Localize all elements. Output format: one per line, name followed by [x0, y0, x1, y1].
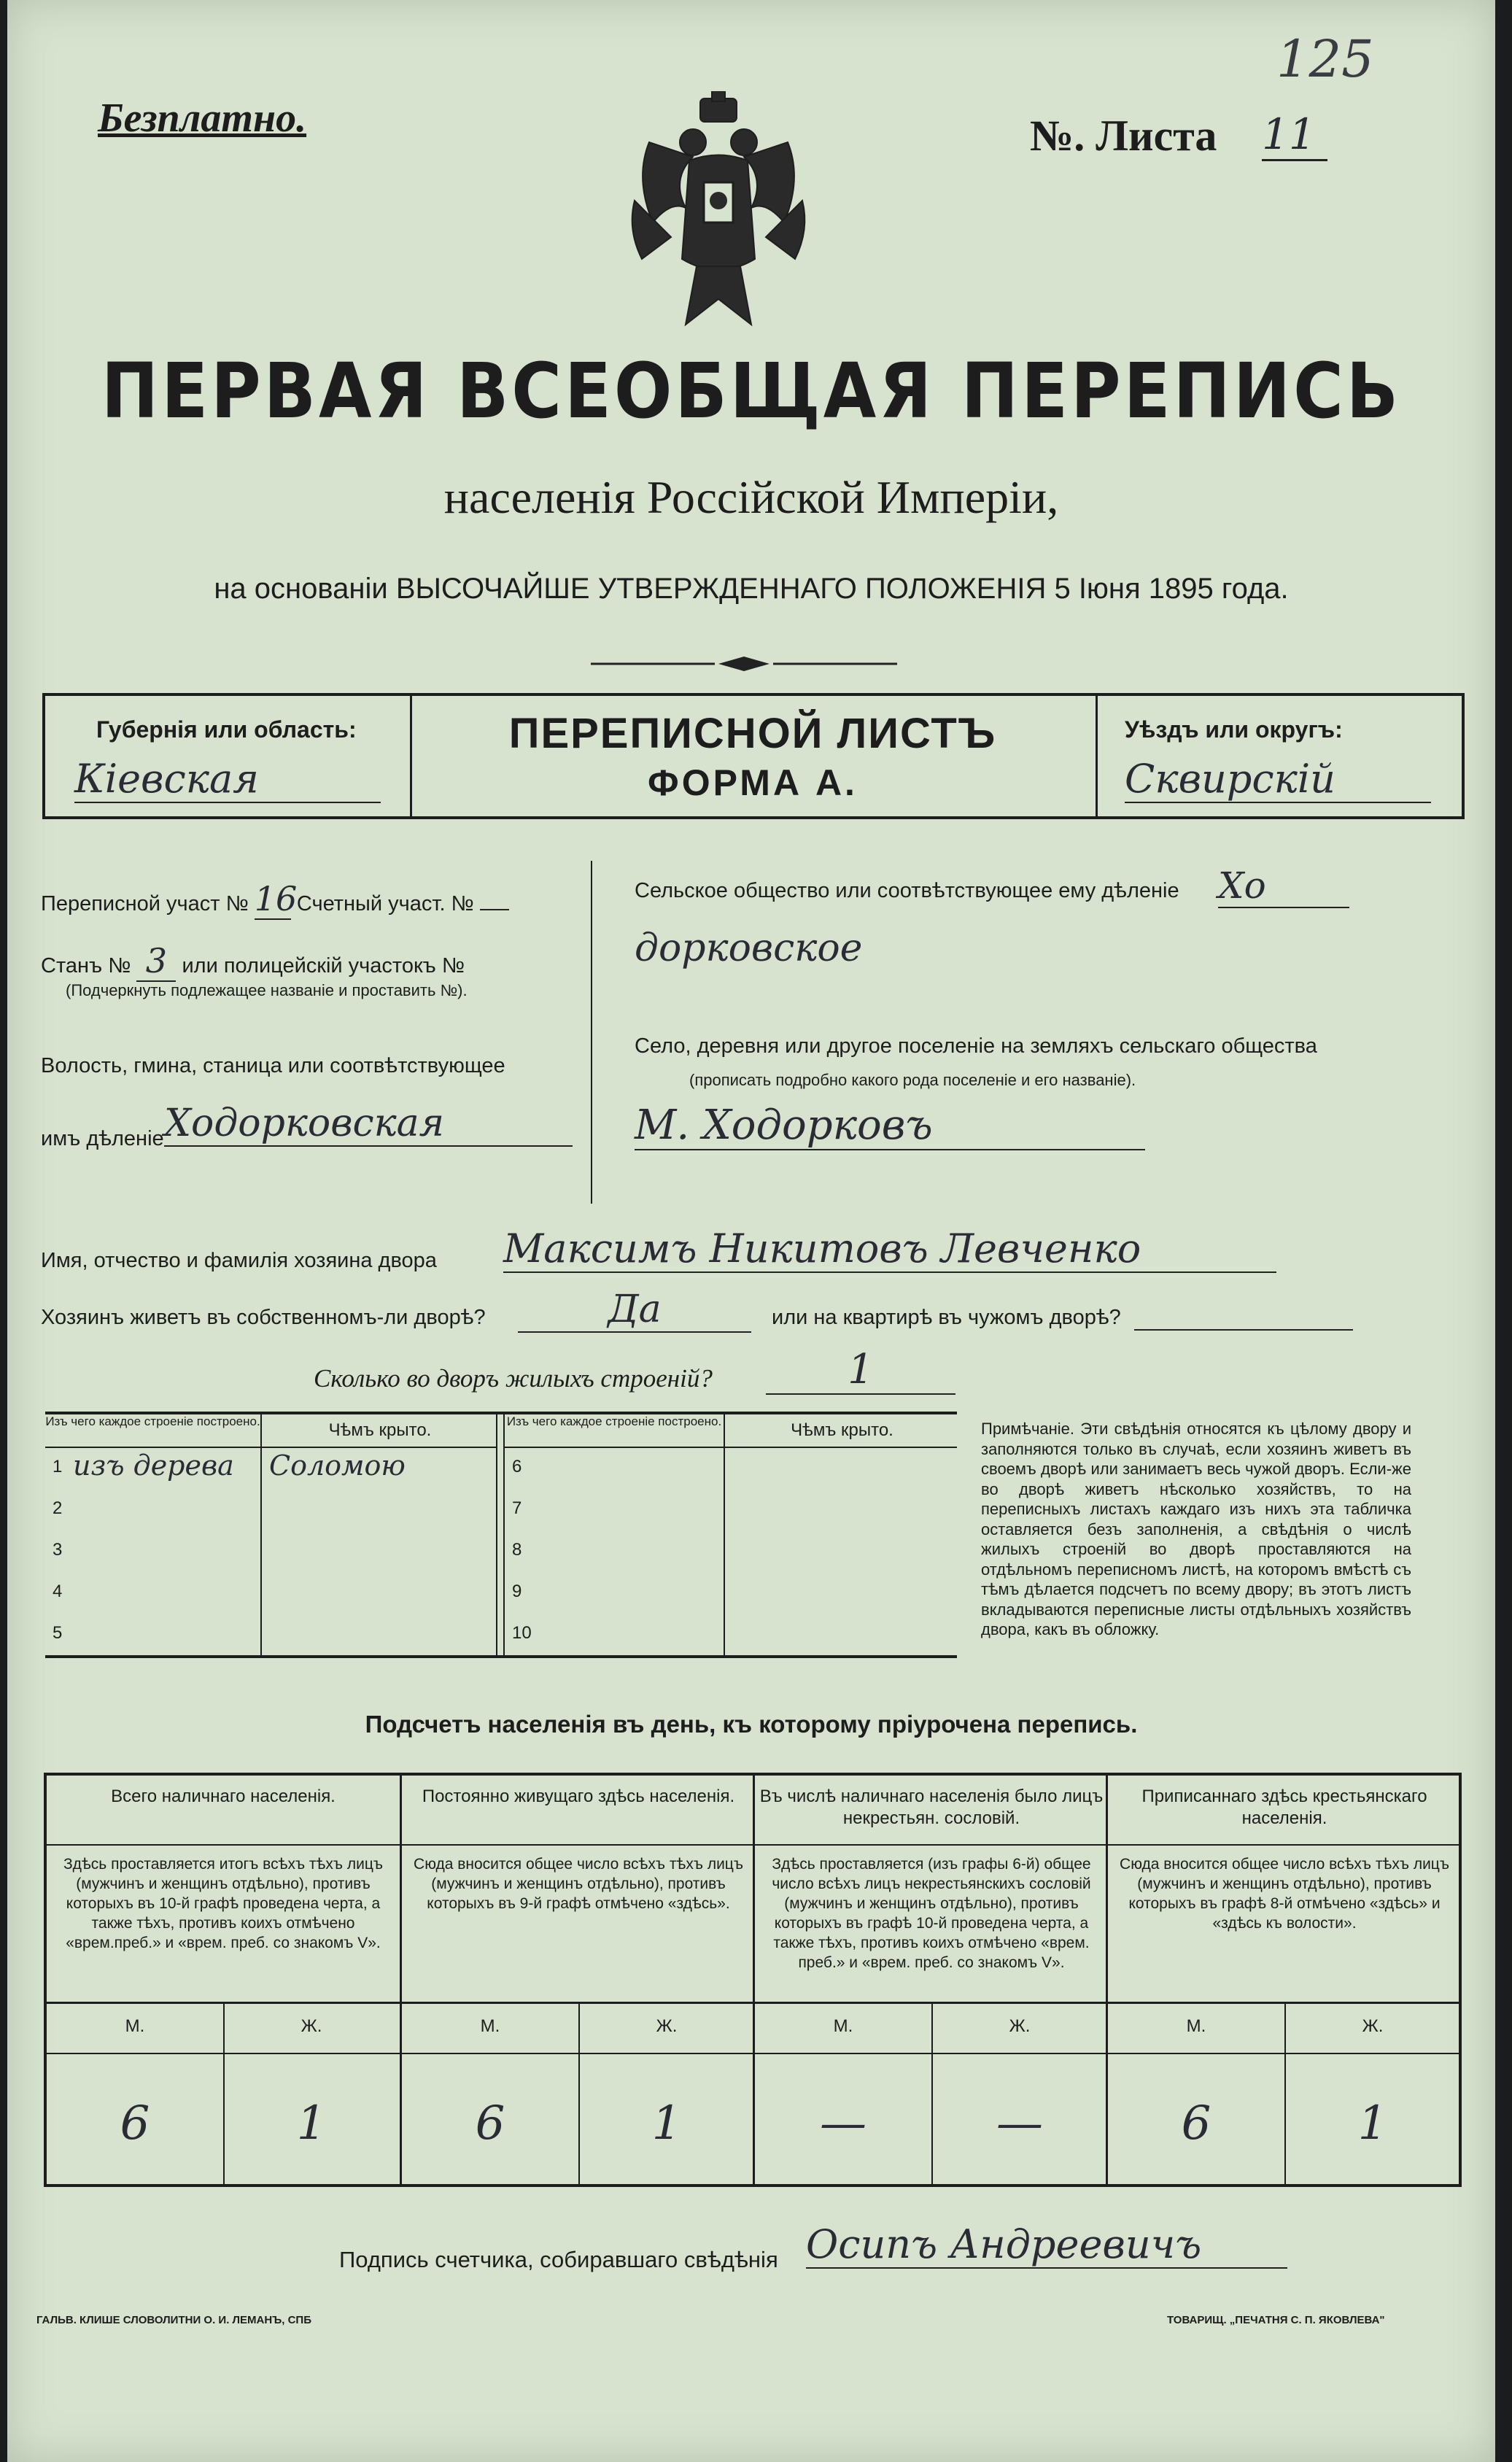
male-header: М. — [833, 2016, 853, 2036]
sheet-number-value: 11 — [1262, 109, 1327, 161]
building-row-number: 6 — [512, 1457, 522, 1476]
female-header: Ж. — [1362, 2016, 1384, 2036]
census-district-value: 16 — [254, 879, 298, 918]
count-column-description: Здѣсь проставляется (изъ графы 6-й) общее число всѣхъ лицъ некрестьянскихъ сословій (мужчинъ и женщинъ отдѣльно), противъ которыхъ въ графѣ 10-й проведена черта, а также тѣхъ, противъ коихъ отмѣчено «врем. преб.» и «врем. преб. со знакомъ V». — [772, 1856, 1091, 1971]
buildings-count-label: Сколько во дворъ жилыхъ строеній? — [314, 1364, 713, 1393]
stan-label: Станъ № — [41, 954, 131, 978]
buildings-note: Примѣчаніе. Эти свѣдѣнія относятся къ цѣлому двору и заполняются только въ случаѣ, если хозяинъ живетъ въ своемъ дворѣ или занимаетъ весь чужой дворъ. Если-же во дворѣ живетъ нѣсколько хозяйствъ, то на переписныхъ листахъ каждаго изъ нихъ эта табличка оставляется безъ заполненія, а свѣдѣнія о числѣ жилыхъ строеній во дворѣ проставляются на отдѣльномъ переписномъ листѣ, на которомъ вмѣстѣ съ тѣмъ дѣлается подсчетъ по всему двору; въ этотъ листъ вкладываются переписные листы отдѣльныхъ хозяйствъ двора, какъ въ обложку. — [981, 1420, 1411, 1638]
stan-row — [41, 941, 465, 982]
building-row-number: 7 — [512, 1498, 522, 1518]
col-roof-header-right: Чѣмъ крыто. — [791, 1420, 893, 1440]
signature-label: Подпись счетчика, собиравшаго свѣдѣнія — [339, 2247, 778, 2272]
form-name: ФОРМА А. — [648, 762, 858, 803]
building-row — [45, 1613, 496, 1654]
village-note: (прописать подробно какого рода поселеніе и его названіе). — [689, 1071, 1136, 1089]
rent-label: или на квартирѣ въ чужомъ дворѣ? — [772, 1306, 1121, 1329]
female-header: Ж. — [1009, 2016, 1031, 2036]
col-material-header-left: Изъ чего каждое строеніе построено. — [45, 1414, 262, 1447]
fields-divider — [591, 861, 592, 1204]
count-column — [1106, 1776, 1461, 2184]
owner-lives-label: Хозяинъ живетъ въ собственномъ-ли дворѣ? — [41, 1306, 486, 1329]
count-column-header: Всего наличнаго населенія. — [47, 1776, 400, 1846]
free-label: Безплатно. — [98, 96, 307, 141]
female-count: 1 — [651, 2097, 682, 2151]
volost-label-line-2: имъ дѣленіе — [41, 1127, 164, 1150]
building-roof: Соломою — [269, 1449, 406, 1482]
count-column-header: Приписаннаго здѣсь крестьянскаго населенія. — [1108, 1776, 1461, 1846]
male-header: М. — [480, 2016, 500, 2036]
building-row — [505, 1488, 957, 1530]
building-row-number: 4 — [53, 1582, 63, 1601]
count-district-value — [480, 909, 509, 910]
building-row-number: 2 — [53, 1498, 63, 1518]
uezd-value: Сквирскій — [1125, 756, 1431, 803]
population-count-title: Подсчетъ населенія въ день, къ которому пріурочена перепись. — [365, 1711, 1138, 1738]
male-count: 6 — [475, 2097, 505, 2151]
building-row — [505, 1530, 957, 1571]
count-column-header: Въ числѣ наличнаго населенія было лицъ некрестьян. сословій. — [755, 1776, 1108, 1846]
census-subtitle: населенія Россійской Имперіи, — [443, 471, 1059, 523]
gubernia-value: Кіевская — [74, 756, 381, 803]
male-header: М. — [1186, 2016, 1206, 2036]
society-label: Сельское общество или соотвѣтствующее ему дѣленіе — [635, 879, 1179, 902]
buildings-table-right-header — [505, 1414, 957, 1448]
count-column — [400, 1776, 755, 2184]
buildings-table — [45, 1412, 957, 1658]
census-title: ПЕРВАЯ ВСЕОБЩАЯ ПЕРЕПИСЬ — [101, 347, 1402, 436]
building-row — [45, 1447, 496, 1488]
census-district-label: Переписной участ № — [41, 892, 249, 915]
count-column — [47, 1776, 400, 2184]
count-column — [753, 1776, 1108, 2184]
census-district-row — [41, 879, 509, 920]
owner-lives-value: Да — [518, 1288, 751, 1333]
buildings-table-left-header — [45, 1414, 496, 1448]
building-row — [45, 1488, 496, 1530]
uezd-label: Уѣздъ или округъ: — [1125, 716, 1343, 743]
building-row — [505, 1613, 957, 1654]
volost-value: Ходорковская — [164, 1102, 573, 1147]
double-headed-eagle-emblem — [620, 91, 817, 332]
female-count: — — [996, 2097, 1043, 2151]
signature-value: Осипъ Андреевичъ — [806, 2221, 1287, 2269]
female-header: Ж. — [656, 2016, 678, 2036]
footer-left-printer: ГАЛЬВ. КЛИШЕ СЛОВОЛИТНИ О. И. ЛЕМАНЪ, СПБ — [36, 2314, 311, 2326]
police-label: или полицейскій участокъ № — [182, 954, 465, 978]
building-row — [45, 1571, 496, 1613]
building-row-number: 5 — [53, 1623, 63, 1643]
society-value-1: Хо — [1218, 864, 1349, 908]
col-roof-header-left: Чѣмъ крыто. — [328, 1420, 432, 1440]
male-count: 6 — [120, 2097, 150, 2151]
population-count-table — [44, 1773, 1462, 2187]
count-district-label: Счетный участ. № — [296, 892, 474, 915]
form-header-box — [42, 693, 1465, 819]
sheet-number-label: №. Листа — [1030, 112, 1217, 160]
female-header: Ж. — [301, 2016, 322, 2036]
building-row-number: 9 — [512, 1582, 522, 1601]
male-count: 6 — [1181, 2097, 1211, 2151]
male-count: — — [820, 2097, 867, 2151]
count-column-header: Постоянно живущаго здѣсь населенія. — [402, 1776, 755, 1846]
female-count: 1 — [296, 2097, 327, 2151]
rent-value — [1134, 1329, 1353, 1331]
volost-label-line-1: Волость, гмина, станица или соотвѣтствующее — [41, 1054, 505, 1077]
count-column-description: Сюда вносится общее число всѣхъ тѣхъ лицъ (мужчинъ и женщинъ отдѣльно), противъ которыхъ въ 9-й графѣ отмѣчено «здѣсь». — [414, 1856, 743, 1912]
footer-right-printer: ТОВАРИЩ. „ПЕЧАТНЯ С. П. ЯКОВЛЕВА" — [1167, 2314, 1385, 2326]
building-row-number: 3 — [53, 1540, 63, 1560]
building-row-number: 8 — [512, 1540, 522, 1560]
village-value: М. Ходорковъ — [635, 1102, 1145, 1150]
society-value-2: дорковское — [635, 926, 863, 970]
male-header: М. — [125, 2016, 145, 2036]
count-column-description: Здѣсь проставляется итогъ всѣхъ тѣхъ лицъ (мужчинъ и женщинъ отдѣльно), противъ которыхъ въ 10-й графѣ проведена черта, а также тѣхъ, противъ коихъ отмѣчено «врем.преб.» и «врем. преб. со знакомъ V». — [63, 1856, 383, 1951]
building-row — [505, 1571, 957, 1613]
buildings-count-value: 1 — [766, 1346, 955, 1395]
stan-value: 3 — [136, 941, 176, 982]
gubernia-label: Губернія или область: — [96, 716, 357, 743]
count-column-description: Сюда вносится общее число всѣхъ тѣхъ лицъ (мужчинъ и женщинъ отдѣльно), противъ которыхъ въ графѣ 8-й отмѣчено «здѣсь» и «здѣсь къ волости». — [1120, 1856, 1449, 1932]
form-title: ПЕРЕПИСНОЙ ЛИСТЪ — [508, 710, 997, 757]
female-count: 1 — [1357, 2097, 1388, 2151]
col-material-header-right: Изъ чего каждое строеніе построено. — [505, 1414, 725, 1447]
building-row — [45, 1530, 496, 1571]
building-row-number: 1 — [53, 1457, 63, 1476]
building-row — [505, 1447, 957, 1488]
owner-name-label: Имя, отчество и фамилія хозяина двора — [41, 1249, 437, 1272]
building-row-number: 10 — [512, 1623, 532, 1643]
census-basis: на основаніи ВЫСОЧАЙШЕ УТВЕРЖДЕННАГО ПОЛОЖЕНІЯ 5 Іюня 1895 года. — [214, 573, 1289, 605]
building-material: изъ дерева — [73, 1449, 234, 1482]
ornament-divider — [591, 655, 897, 673]
village-label: Село, деревня или другое поселеніе на земляхъ сельскаго общества — [635, 1034, 1317, 1058]
owner-name-value: Максимъ Никитовъ Левченко — [503, 1226, 1276, 1273]
census-form-sheet — [7, 0, 1495, 2462]
stan-note: (Подчеркнуть подлежащее названіе и проставить №). — [66, 981, 468, 999]
archive-number: 125 — [1276, 29, 1374, 89]
